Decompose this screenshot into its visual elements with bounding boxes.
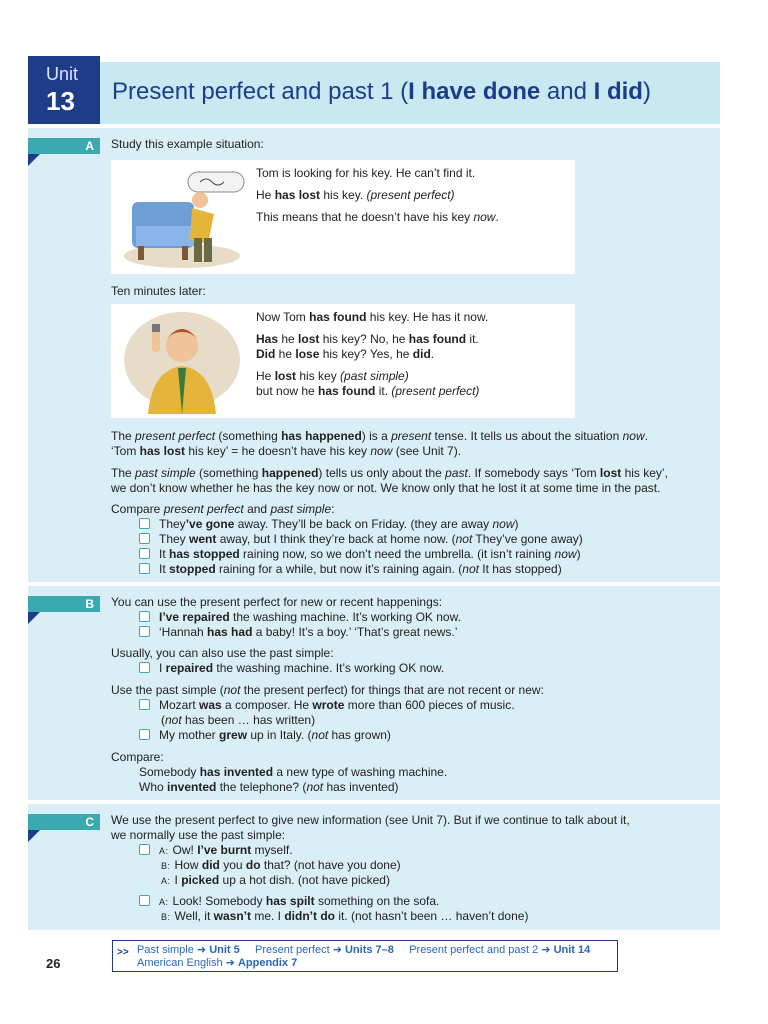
ref-past-simple[interactable]: Past simple ➜ Unit 5 [137,944,240,956]
page-number: 26 [46,956,61,971]
bullet-icon [139,844,150,855]
bullet-icon [139,611,150,622]
c-dialogue1-line1: A: Ow! I’ve burnt myself. [139,843,293,859]
section-c-tab: C [28,814,100,830]
box2-line5: but now he has found it. (present perfect) [256,384,480,398]
b-compare-1: Somebody has invented a new type of washing machine. [139,765,448,779]
cross-reference-line1 [137,944,590,957]
a-example-1: They’ve gone away. They’ll be back on Friday. (they are away now) [139,517,519,532]
c-intro-line2: we normally use the past simple: [111,828,286,842]
b-example-2: ‘Hannah has had a baby! It’s a boy.’ ‘That’s great news.’ [139,625,457,640]
a-example-4: It stopped raining for a while, but now it’s raining again. (not It has stopped) [139,562,562,577]
unit-label: Unit [46,64,79,84]
a-para1-line2: ‘Tom has lost his key’ = he doesn’t have his key now (see Unit 7). [111,444,462,458]
b-compare-2: Who invented the telephone? (not has invented) [139,780,399,794]
bullet-icon [139,895,150,906]
a-para1-line1: The present perfect (something has happened) is a present tense. It tells us about the situation now. [111,429,648,443]
bullet-icon [139,729,150,740]
bullet-icon [139,563,150,574]
a-compare: Compare present perfect and past simple: [111,502,335,516]
ref-american-english[interactable]: American English ➜ Appendix 7 [137,957,298,969]
c-dialogue2-line2: B: Well, it wasn’t me. I didn’t do it. (not hasn’t been … haven’t done) [161,909,529,923]
section-a-tab: A [28,138,100,154]
c-dialogue1-line3: A: I picked up a hot dish. (not have picked) [161,873,390,887]
section-b-tab: B [28,596,100,612]
title-bar [100,62,720,124]
box1-line1: Tom is looking for his key. He can’t find it. [256,166,476,180]
box1-line3: This means that he doesn’t have his key now. [256,210,499,224]
b-example-1: I’ve repaired the washing machine. It’s working OK now. [139,610,461,625]
bullet-icon [139,518,150,529]
b-usually: Usually, you can also use the past simple: [111,646,334,660]
unit-number: 13 [46,86,75,116]
bullet-icon [139,662,150,673]
ref-present-perfect-past-2[interactable]: Present perfect and past 2 ➜ Unit 14 [409,944,591,956]
b-example-5: My mother grew up in Italy. (not has grown) [139,728,391,743]
b-example-3: I repaired the washing machine. It’s working OK now. [139,661,444,676]
a-para2-line1: The past simple (something happened) tells us only about the past. If somebody says ‘Tom lost his key’, [111,466,668,480]
double-chevron-icon: >> [117,947,129,958]
cross-reference-line2 [137,957,297,970]
bullet-icon [139,626,150,637]
a-example-2: They went away, but I think they’re back at home now. (not They’ve gone away) [139,532,583,547]
cross-reference-box [112,940,618,972]
b-intro: You can use the present perfect for new or recent happenings: [111,595,443,609]
box2-line4: He lost his key (past simple) [256,369,409,383]
a-para2-line2: we don’t know whether he has the key now or not. We know only that he lost it at some time in the past. [111,481,661,495]
box2-line1: Now Tom has found his key. He has it now. [256,310,489,324]
box1-line2: He has lost his key. (present perfect) [256,188,455,202]
ref-present-perfect[interactable]: Present perfect ➜ Units 7–8 [255,944,394,956]
box2-line2: Has he lost his key? No, he has found it. [256,332,479,346]
b-use-past: Use the past simple (not the present perfect) for things that are not recent or new: [111,683,544,697]
a-example-3: It has stopped raining now, so we don’t need the umbrella. (it isn’t raining now) [139,547,581,562]
unit-badge [28,56,100,124]
illustration-searching-man [118,164,248,270]
bullet-icon [139,533,150,544]
bullet-icon [139,699,150,710]
box2-line3: Did he lose his key? Yes, he did. [256,347,435,361]
b-compare: Compare: [111,750,164,764]
b-example-4: Mozart was a composer. He wrote more than 600 pieces of music. [139,698,515,713]
ten-minutes-later: Ten minutes later: [111,284,206,298]
b-example-4-note: (not has been … has written) [161,713,316,727]
page-title: Present perfect and past 1 (I have done and I did) [112,78,651,105]
bullet-icon [139,548,150,559]
c-dialogue1-line2: B: How did you do that? (not have you done) [161,858,401,872]
section-a-intro: Study this example situation: [111,137,264,151]
illustration-found-key [118,308,248,414]
c-intro-line1: We use the present perfect to give new information (see Unit 7). But if we continue to talk about it, [111,813,630,827]
c-dialogue2-line1: A: Look! Somebody has spilt something on the sofa. [139,894,439,910]
